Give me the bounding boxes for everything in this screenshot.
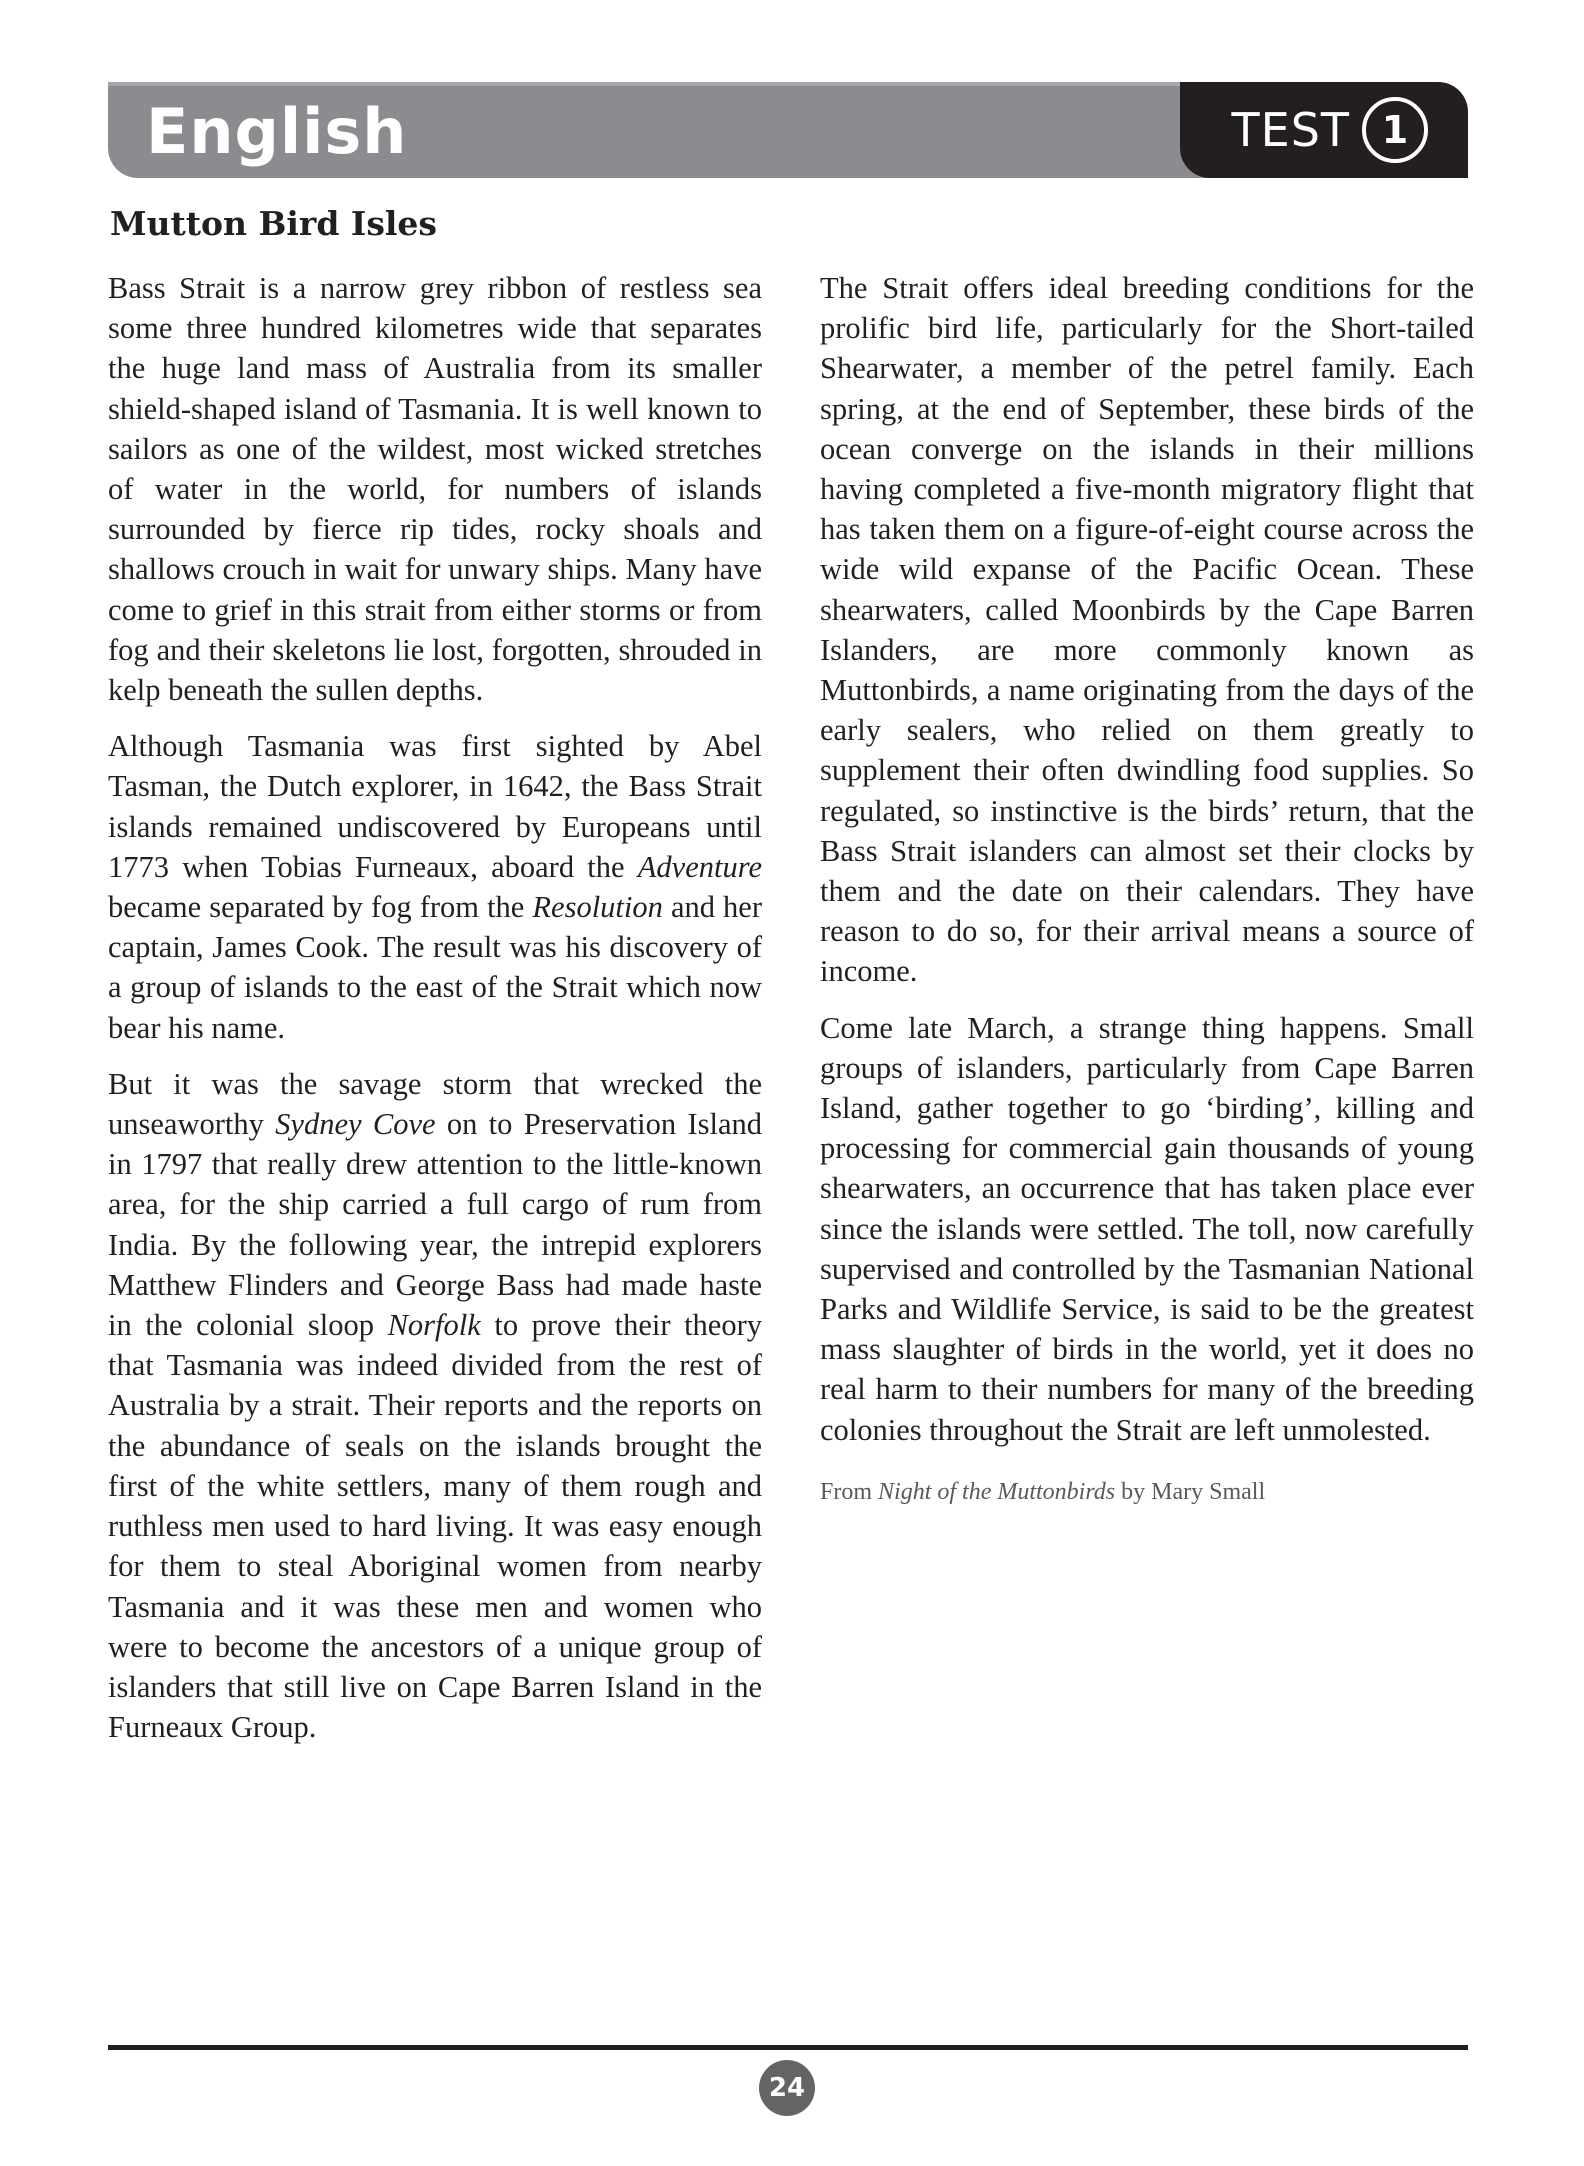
italic-title: Resolution: [532, 890, 663, 925]
text-run: Come late March, a strange thing happens. Small groups of islanders, particularly from Cape Barren Island, gather together to go ‘birding’, killing and processing for commercial gain thousands of young shearwaters, an occurrence that has taken place ever since the islands were settled. The toll, now carefully supervised and controlled by the Tasmanian National Parks and Wildlife Service, is said to be the greatest mass slaughter of birds in the world, yet it does no real harm to their numbers for many of the breeding colonies throughout the Strait are left unmolested.: [820, 1010, 1474, 1447]
source-book-title: Night of the Muttonbirds: [878, 1478, 1116, 1505]
italic-title: Adventure: [637, 849, 762, 884]
text-run: on to Preservation Island in 1797 that really drew attention to the little-known area, for the ship carried a full cargo of rum from India. By the following year, the intrepid explorers Matthew Flinders and George Bass had made haste in the colonial sloop: [108, 1107, 763, 1343]
source-attribution: [820, 1472, 1474, 1512]
paragraph: [108, 1064, 762, 1747]
right-column: [820, 268, 1474, 1512]
page-number: 24: [759, 2060, 815, 2116]
left-column: [108, 268, 762, 1763]
text-run: The Strait offers ideal breeding conditions for the prolific bird life, particularly for the Short-tailed Shearwater, a member of the petrel family. Each spring, at the end of September, these birds of the ocean converge on the islands in their millions having completed a five-month migratory flight that has taken them on a figure-of-eight course across the wide wild expanse of the Pacific Ocean. These shearwaters, called Moonbirds by the Cape Barren Islanders, are more commonly known as Muttonbirds, a name originating from the days of the early sealers, who relied on them greatly to supplement their often dwindling food supplies. So regulated, so instinctive is the birds’ return, that the Bass Strait islanders can almost set their clocks by them and the date on their calendars. They have reason to do so, for their arrival means a source of income.: [820, 271, 1474, 989]
test-badge: [1180, 82, 1468, 178]
source-prefix: From: [820, 1478, 879, 1505]
text-run: Although Tasmania was first sighted by Abel Tasman, the Dutch explorer, in 1642, the Bass Strait islands remained undiscovered by Europeans until 1773 when Tobias Furneaux, aboard the: [108, 729, 762, 884]
text-run: and her captain, James Cook. The result was his discovery of a group of islands to the east of the Strait which now bear his name.: [108, 890, 762, 1045]
test-number-circle: 1: [1362, 97, 1428, 163]
paragraph: [108, 726, 762, 1048]
subject-header-bar: [108, 82, 1468, 178]
text-run: But it was the savage storm that wrecked the unseaworthy: [108, 1066, 762, 1142]
paragraph: [820, 1008, 1474, 1450]
italic-title: Norfolk: [387, 1308, 481, 1343]
test-label: TEST: [1231, 103, 1350, 157]
text-run: to prove their theory that Tasmania was indeed divided from the rest of Australia by a strait. Their reports and the reports on the abundance of seals on the islands brought the first of the white settlers, many of them rough and ruthless men used to hard living. It was easy enough for them to steal Aboriginal women from nearby Tasmania and it was these men and women who were to become the ancestors of a unique group of islanders that still live on Cape Barren Island in the Furneaux Group.: [108, 1308, 763, 1745]
text-run: Bass Strait is a narrow grey ribbon of restless sea some three hundred kilometres wide that separates the huge land mass of Australia from its smaller shield-shaped island of Tasmania. It is well known to sailors as one of the wildest, most wicked stretches of water in the world, for numbers of islands surrounded by fierce rip tides, rocky shoals and shallows crouch in wait for unwary ships. Many have come to grief in this strait from either storms or from fog and their skeletons lie lost, forgotten, shrouded in kelp beneath the sullen depths.: [108, 271, 762, 708]
subject-title: English: [146, 95, 408, 168]
source-suffix: by Mary Small: [1115, 1478, 1266, 1505]
article-title: Mutton Bird Isles: [110, 204, 438, 243]
paragraph: [820, 268, 1474, 992]
footer-divider: [108, 2045, 1468, 2050]
paragraph: [108, 268, 762, 710]
italic-title: Sydney Cove: [275, 1107, 436, 1142]
text-run: became separated by fog from the: [108, 890, 533, 925]
